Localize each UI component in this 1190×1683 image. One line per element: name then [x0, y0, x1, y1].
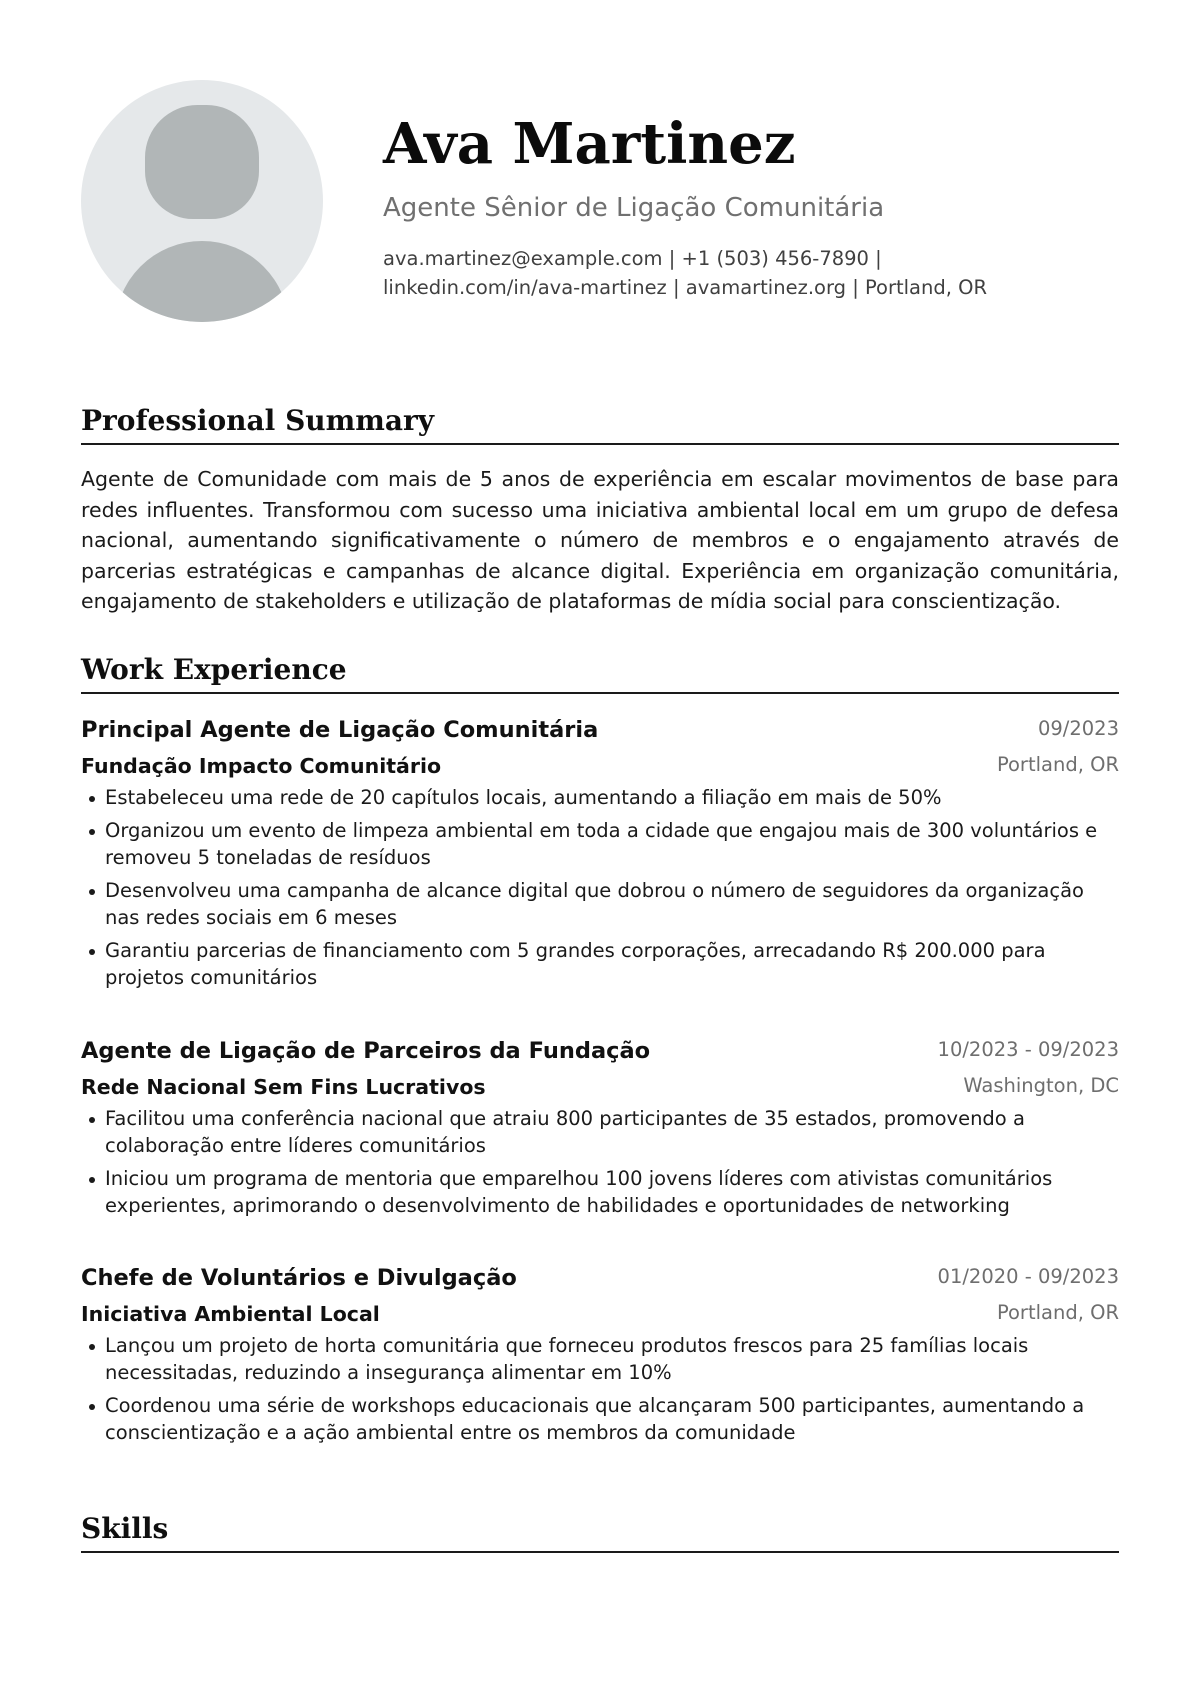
job-company-row	[81, 1296, 1119, 1332]
job-bullets	[81, 1332, 1119, 1446]
section-heading-summary: Professional Summary	[81, 401, 1119, 445]
summary-text: Agente de Comunidade com mais de 5 anos de experiência em escalar movimentos de base para redes influentes. Transformou com sucesso uma iniciativa ambiental local em um grupo de defesa nacional, aumentando significativamente o número de membros e o engajamento através de parcerias estratégicas e campanhas de alcance digital. Experiência em organização comunitária, engajamento de stakeholders e utilização de plataformas de mídia social para conscientização.	[81, 467, 1119, 613]
experience-entry	[81, 1260, 1119, 1452]
job-company-row	[81, 748, 1119, 784]
job-location: Washington, DC	[963, 1074, 1119, 1097]
avatar-body-shape	[115, 241, 289, 322]
contact-line-2: linkedin.com/in/ava-martinez | avamartinez.org | Portland, OR	[383, 276, 988, 299]
job-bullet: Organizou um evento de limpeza ambiental em toda a cidade que engajou mais de 300 voluntários e removeu 5 toneladas de resíduos	[81, 817, 1119, 871]
section-heading-experience: Work Experience	[81, 650, 1119, 694]
job-company: Rede Nacional Sem Fins Lucrativos	[81, 1075, 486, 1099]
job-header-row	[81, 1033, 1119, 1069]
job-bullet: Desenvolveu uma campanha de alcance digital que dobrou o número de seguidores da organização nas redes sociais em 6 meses	[81, 877, 1119, 931]
job-bullet: Garantiu parcerias de financiamento com 5 grandes corporações, arrecadando R$ 200.000 para projetos comunitários	[81, 937, 1119, 991]
candidate-name: Ava Martinez	[383, 111, 796, 177]
job-date: 10/2023 - 09/2023	[937, 1038, 1119, 1061]
section-heading-skills: Skills	[81, 1509, 1119, 1553]
experience-entry	[81, 712, 1119, 997]
contact-line-1: ava.martinez@example.com | +1 (503) 456-7890 |	[383, 247, 882, 270]
job-bullet: Coordenou uma série de workshops educacionais que alcançaram 500 participantes, aumentando a conscientização e a ação ambiental entre os membros da comunidade	[81, 1392, 1119, 1446]
experience-entry	[81, 1033, 1119, 1225]
candidate-title: Agente Sênior de Ligação Comunitária	[383, 193, 885, 223]
job-bullets	[81, 1105, 1119, 1219]
job-bullet: Estabeleceu uma rede de 20 capítulos locais, aumentando a filiação em mais de 50%	[81, 784, 1119, 811]
avatar-head-shape	[145, 105, 259, 219]
job-bullet: Lançou um projeto de horta comunitária que forneceu produtos frescos para 25 famílias locais necessitadas, reduzindo a insegurança alimentar em 10%	[81, 1332, 1119, 1386]
job-date: 01/2020 - 09/2023	[937, 1265, 1119, 1288]
job-date: 09/2023	[1037, 717, 1119, 740]
job-location: Portland, OR	[996, 753, 1119, 776]
job-bullet: Facilitou uma conferência nacional que atraiu 800 participantes de 35 estados, promovendo a colaboração entre líderes comunitários	[81, 1105, 1119, 1159]
job-header-row	[81, 712, 1119, 748]
job-company: Fundação Impacto Comunitário	[81, 754, 442, 778]
avatar-placeholder-icon	[81, 80, 323, 322]
job-header-row	[81, 1260, 1119, 1296]
job-title: Principal Agente de Ligação Comunitária	[81, 717, 599, 743]
contact-info	[383, 244, 1023, 302]
job-bullet: Iniciou um programa de mentoria que emparelhou 100 jovens líderes com ativistas comunitários experientes, aprimorando o desenvolvimento de habilidades e oportunidades de networking	[81, 1165, 1119, 1219]
job-title: Chefe de Voluntários e Divulgação	[81, 1265, 517, 1291]
job-company-row	[81, 1069, 1119, 1105]
job-bullets	[81, 784, 1119, 991]
job-title: Agente de Ligação de Parceiros da Fundação	[81, 1038, 651, 1064]
job-company: Iniciativa Ambiental Local	[81, 1302, 380, 1326]
job-location: Portland, OR	[996, 1301, 1119, 1324]
